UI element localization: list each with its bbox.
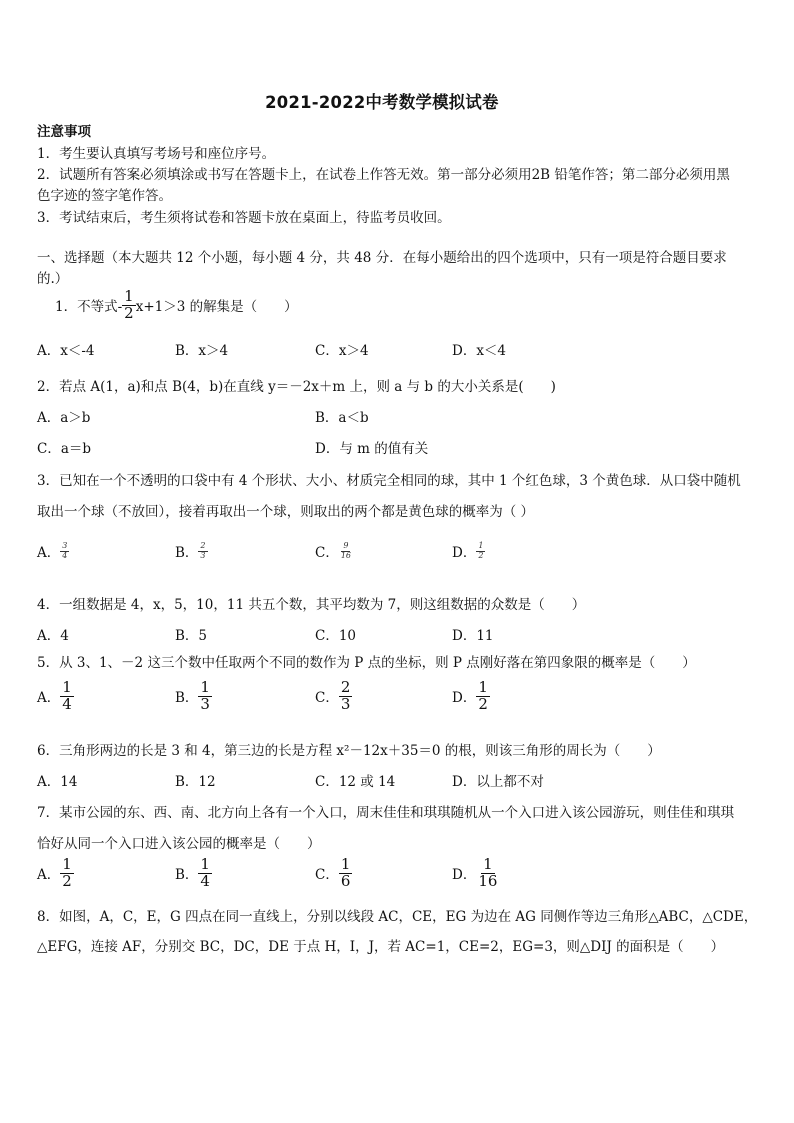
q7-option-c-label: C． [315, 867, 339, 884]
q3-a-den: 4 [62, 550, 68, 560]
q6-option-b[interactable]: B．12 [175, 774, 216, 790]
q7-option-a[interactable] [37, 857, 74, 890]
q3-b-num: 2 [200, 541, 206, 551]
q5-option-c-label: C． [315, 690, 339, 707]
q7-d-den: 16 [478, 871, 498, 890]
q7-option-c[interactable] [315, 857, 352, 890]
q1-option-c[interactable]: C．x＞4 [315, 343, 369, 359]
q3-option-c-label: C． [315, 545, 339, 561]
q7-d-num: 1 [483, 855, 493, 873]
question-2-stem: 2．若点 A(1，a)和点 B(4，b)在直线 y＝－2x＋m 上，则 a 与 b 的大小关系是( ) [37, 379, 556, 395]
q7-a-den: 2 [62, 871, 72, 890]
section-heading: 一、选择题（本大题共 12 个小题，每小题 4 分，共 48 分．在每小题给出的四个选项中，只有一项是符合题目要求 [37, 250, 727, 266]
q6-option-a[interactable]: A．14 [37, 774, 78, 790]
q7-option-b-fraction [198, 857, 212, 890]
q2-option-d[interactable]: D．与 m 的值有关 [315, 441, 429, 457]
question-7-stem-cont: 恰好从同一个入口进入该公园的概率是（ ） [37, 836, 321, 852]
q2-option-b[interactable]: B．a＜b [315, 410, 369, 426]
notice-heading: 注意事项 [37, 124, 91, 140]
q4-option-c[interactable]: C．10 [315, 628, 357, 644]
q7-c-den: 6 [340, 871, 351, 890]
q1-frac-numerator: 1 [124, 286, 134, 305]
q3-option-a[interactable] [37, 541, 69, 561]
q3-a-num: 3 [62, 541, 68, 551]
question-8-stem-cont: △EFG，连接 AF，分别交 BC，DC，DE 于点 H，I，J，若 AC=1，CE=2，EG=3，则△DIJ 的面积是（ ） [37, 939, 725, 955]
q7-option-a-label: A． [37, 867, 61, 884]
question-8-stem: 8．如图，A，C，E，G 四点在同一直线上，分别以线段 AC，CE，EG 为边在 AG 同侧作等边三角形△ABC，△CDE， [37, 909, 758, 925]
q6-option-c[interactable]: C．12 或 14 [315, 774, 396, 790]
q7-c-num: 1 [340, 855, 351, 873]
q7-option-c-fraction [339, 857, 353, 890]
question-1-stem [55, 287, 298, 323]
q5-option-a-fraction [60, 680, 74, 713]
q7-option-d-fraction [476, 857, 499, 890]
q5-option-d[interactable] [452, 680, 490, 713]
notice-item: 2．试题所有答案必须填涂或书写在答题卡上，在试卷上作答无效。第一部分必须用2B 铅笔作答；第二部分必须用黑 [37, 167, 730, 183]
q3-d-num: 1 [478, 541, 484, 551]
q4-option-a[interactable]: A．4 [37, 628, 69, 644]
q5-option-c-fraction [339, 680, 353, 713]
q3-c-num: 9 [343, 541, 349, 551]
q3-option-b[interactable] [175, 541, 208, 561]
q7-option-b-label: B． [175, 867, 199, 884]
q5-option-d-fraction [476, 680, 490, 713]
question-6-stem: 6．三角形两边的长是 3 和 4，第三边的长是方程 x²－12x＋35＝0 的根，则该三角形的周长为（ ） [37, 743, 661, 759]
q3-option-a-label: A． [37, 545, 61, 561]
q3-option-c-fraction [339, 542, 353, 560]
q7-option-a-fraction [60, 857, 74, 890]
q5-option-a-label: A． [37, 690, 61, 707]
q3-option-d-fraction [476, 542, 485, 560]
q1-frac-denominator: 2 [124, 303, 134, 322]
q1-option-a[interactable]: A．x＜-4 [37, 343, 95, 359]
q4-option-d[interactable]: D．11 [452, 628, 494, 644]
q5-b-num: 1 [200, 678, 210, 696]
q3-option-c[interactable] [315, 541, 353, 561]
q7-a-num: 1 [62, 855, 72, 873]
q1-option-d[interactable]: D．x＜4 [452, 343, 507, 359]
q5-c-den: 3 [340, 694, 351, 713]
q3-option-d[interactable] [452, 541, 485, 561]
q7-option-d[interactable] [452, 857, 499, 890]
q2-option-a[interactable]: A．a＞b [37, 410, 91, 426]
q1-prefix: 1．不等式- [55, 299, 123, 315]
q1-option-b[interactable]: B．x＞4 [175, 343, 229, 359]
q4-option-b[interactable]: B．5 [175, 628, 208, 644]
q3-b-den: 3 [200, 550, 206, 560]
q3-option-a-fraction [60, 542, 69, 560]
q1-suffix: x+1＞3 的解集是（ ） [135, 299, 298, 315]
q5-option-d-label: D． [452, 690, 477, 707]
q5-b-den: 3 [200, 694, 210, 713]
question-4-stem: 4．一组数据是 4，x，5，10，11 共五个数，其平均数为 7，则这组数据的众数是（ ） [37, 597, 586, 613]
question-5-stem: 5．从 3、1、－2 这三个数中任取两个不同的数作为 P 点的坐标，则 P 点刚好落在第四象限的概率是（ ） [37, 655, 696, 671]
q3-option-b-label: B． [175, 545, 199, 561]
q5-d-den: 2 [478, 694, 488, 713]
notice-item: 色字迹的签字笔作答。 [37, 188, 172, 204]
q5-option-b-fraction [198, 680, 212, 713]
q3-option-d-label: D． [452, 545, 477, 561]
q3-c-den: 16 [340, 550, 352, 560]
q5-option-c[interactable] [315, 680, 352, 713]
q5-a-den: 4 [62, 694, 72, 713]
q5-option-b-label: B． [175, 690, 199, 707]
section-heading-cont: 的.） [37, 271, 69, 287]
q2-option-c[interactable]: C．a＝b [37, 441, 92, 457]
q7-b-num: 1 [200, 855, 210, 873]
notice-item: 1．考生要认真填写考场号和座位序号。 [37, 146, 276, 162]
question-3-stem: 3．已知在一个不透明的口袋中有 4 个形状、大小、材质完全相同的球，其中 1 个红色球，3 个黄色球．从口袋中随机 [37, 473, 741, 489]
page-title: 2021-2022中考数学模拟试卷 [265, 93, 499, 113]
q7-b-den: 4 [200, 871, 210, 890]
q1-fraction [122, 286, 136, 322]
q3-option-b-fraction [198, 542, 207, 560]
q5-option-b[interactable] [175, 680, 212, 713]
question-7-stem: 7．某市公园的东、西、南、北方向上各有一个入口，周末佳佳和琪琪随机从一个入口进入该公园游玩，则佳佳和琪琪 [37, 805, 735, 821]
q5-option-a[interactable] [37, 680, 74, 713]
q5-c-num: 2 [340, 678, 351, 696]
notice-item: 3．考试结束后，考生须将试卷和答题卡放在桌面上，待监考员收回。 [37, 210, 451, 226]
q5-a-num: 1 [62, 678, 72, 696]
q7-option-d-label: D． [452, 867, 477, 884]
q5-d-num: 1 [478, 678, 488, 696]
q7-option-b[interactable] [175, 857, 212, 890]
q6-option-d[interactable]: D．以上都不对 [452, 774, 544, 790]
q3-d-den: 2 [478, 550, 484, 560]
question-3-stem-cont: 取出一个球（不放回），接着再取出一个球，则取出的两个都是黄色球的概率为（ ） [37, 504, 535, 520]
